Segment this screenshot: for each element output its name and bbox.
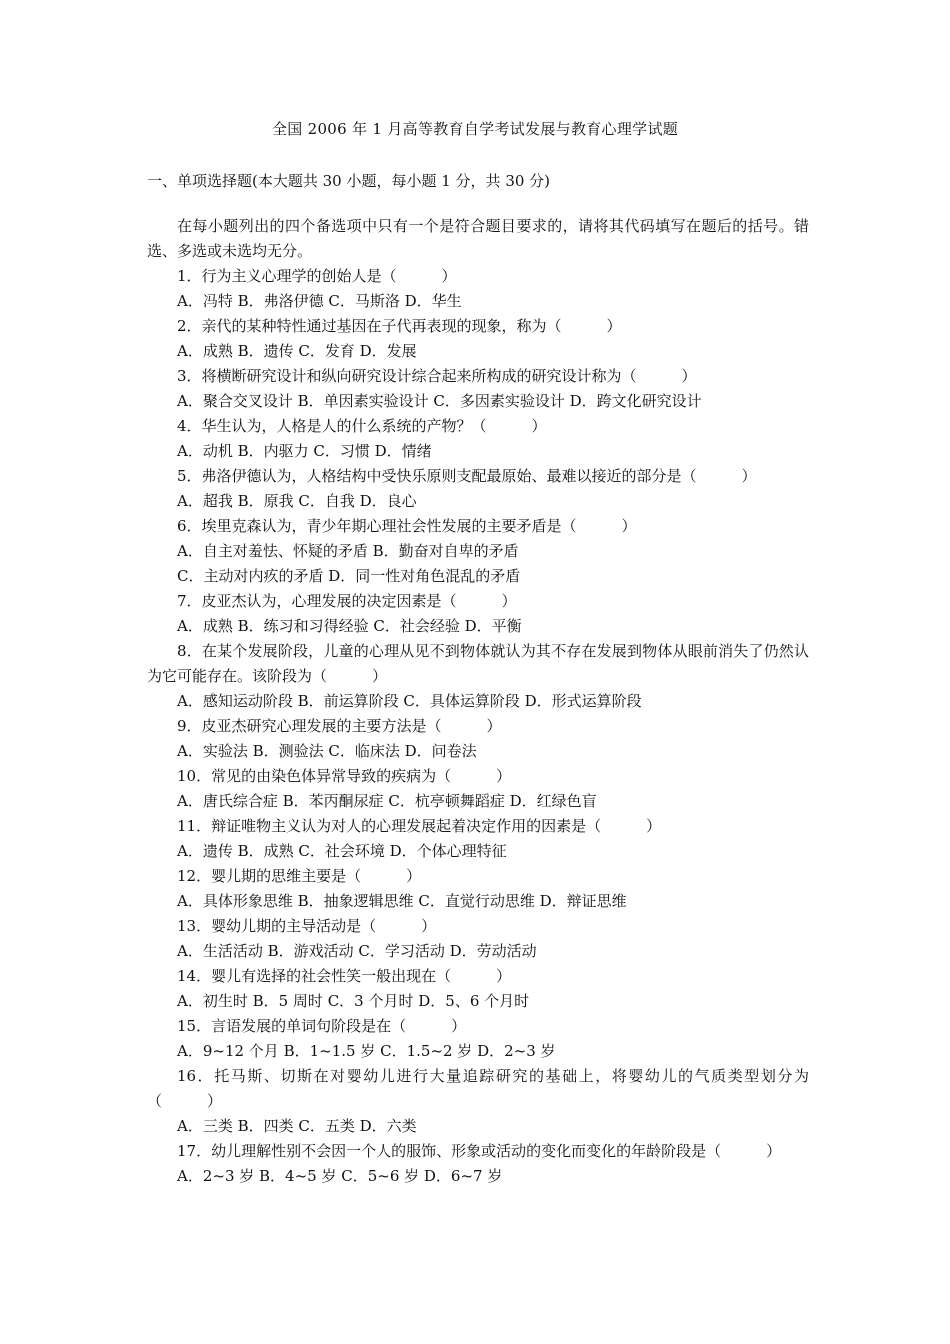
question-options: A．具体形象思维 B．抽象逻辑思维 C．直觉行动思维 D．辩证思维 — [177, 892, 627, 910]
question-stem: 5．弗洛伊德认为，人格结构中受快乐原则支配最原始、最难以接近的部分是（ ） — [177, 467, 757, 485]
question-stem: 4．华生认为，人格是人的什么系统的产物？（ ） — [177, 417, 547, 435]
question-options: A．2~3 岁 B．4~5 岁 C．5~6 岁 D．6~7 岁 — [177, 1167, 503, 1185]
question-options: A．成熟 B．练习和习得经验 C．社会经验 D．平衡 — [177, 617, 522, 635]
question-options: A．初生时 B．5 周时 C．3 个月时 D．5、6 个月时 — [177, 992, 530, 1010]
question-options: A．感知运动阶段 B．前运算阶段 C．具体运算阶段 D．形式运算阶段 — [177, 692, 642, 710]
question-stem: 15．言语发展的单词句阶段是在（ ） — [177, 1017, 467, 1035]
question-stem: 11．辩证唯物主义认为对人的心理发展起着决定作用的因素是（ ） — [177, 817, 662, 835]
question-stem: 8．在某个发展阶段，儿童的心理从见不到物体就认为其不存在发展到物体从眼前消失了仍然认为它可能存在。该阶段为（ ） — [147, 642, 809, 685]
question-stem: 16．托马斯、切斯在对婴幼儿进行大量追踪研究的基础上，将婴幼儿的气质类型划分为（ ） — [147, 1067, 809, 1110]
question-stem: 12．婴儿期的思维主要是（ ） — [177, 867, 422, 885]
question-body — [147, 214, 809, 1189]
question-options: C．主动对内疚的矛盾 D．同一性对角色混乱的矛盾 — [177, 567, 521, 585]
question-stem: 17．幼儿理解性别不会因一个人的服饰、形象或活动的变化而变化的年龄阶段是（ ） — [177, 1142, 782, 1160]
question-stem: 13．婴幼儿期的主导活动是（ ） — [177, 917, 437, 935]
question-list — [147, 264, 809, 1189]
question-stem: 3．将横断研究设计和纵向研究设计综合起来所构成的研究设计称为（ ） — [177, 367, 697, 385]
section-heading: 一、单项选择题(本大题共 30 小题，每小题 1 分，共 30 分) — [147, 172, 551, 190]
question-options: A．三类 B．四类 C．五类 D．六类 — [177, 1117, 417, 1135]
question-stem: 2．亲代的某种特性通过基因在子代再表现的现象，称为（ ） — [177, 317, 622, 335]
question-stem: 9．皮亚杰研究心理发展的主要方法是（ ） — [177, 717, 502, 735]
question-stem: 10．常见的由染色体异常导致的疾病为（ ） — [177, 767, 512, 785]
question-stem: 6．埃里克森认为，青少年期心理社会性发展的主要矛盾是（ ） — [177, 517, 637, 535]
exam-title: 全国 2006 年 1 月高等教育自学考试发展与教育心理学试题 — [271, 120, 679, 138]
question-stem: 14．婴儿有选择的社会性笑一般出现在（ ） — [177, 967, 512, 985]
question-options: A．唐氏综合症 B．苯丙酮尿症 C．杭亭顿舞蹈症 D．红绿色盲 — [177, 792, 597, 810]
question-options: A．遗传 B．成熟 C．社会环境 D．个体心理特征 — [177, 842, 507, 860]
question-stem: 7．皮亚杰认为，心理发展的决定因素是（ ） — [177, 592, 517, 610]
question-options: A．自主对羞怯、怀疑的矛盾 B．勤奋对自卑的矛盾 — [177, 542, 519, 560]
question-options: A．实验法 B．测验法 C．临床法 D．问卷法 — [177, 742, 477, 760]
question-options: A．成熟 B．遗传 C．发育 D．发展 — [177, 342, 417, 360]
question-options: A．聚合交叉设计 B．单因素实验设计 C．多因素实验设计 D．跨文化研究设计 — [177, 392, 702, 410]
instructions: 在每小题列出的四个备选项中只有一个是符合题目要求的，请将其代码填写在题后的括号。错选、多选或未选均无分。 — [147, 217, 809, 260]
question-options: A．超我 B．原我 C．自我 D．良心 — [177, 492, 417, 510]
question-options: A．冯特 B．弗洛伊德 C．马斯洛 D．华生 — [177, 292, 462, 310]
question-options: A．生活活动 B．游戏活动 C．学习活动 D．劳动活动 — [177, 942, 537, 960]
question-stem: 1．行为主义心理学的创始人是（ ） — [177, 267, 457, 285]
question-options: A．9~12 个月 B．1~1.5 岁 C．1.5~2 岁 D．2~3 岁 — [177, 1042, 556, 1060]
question-options: A．动机 B．内驱力 C．习惯 D．情绪 — [177, 442, 432, 460]
